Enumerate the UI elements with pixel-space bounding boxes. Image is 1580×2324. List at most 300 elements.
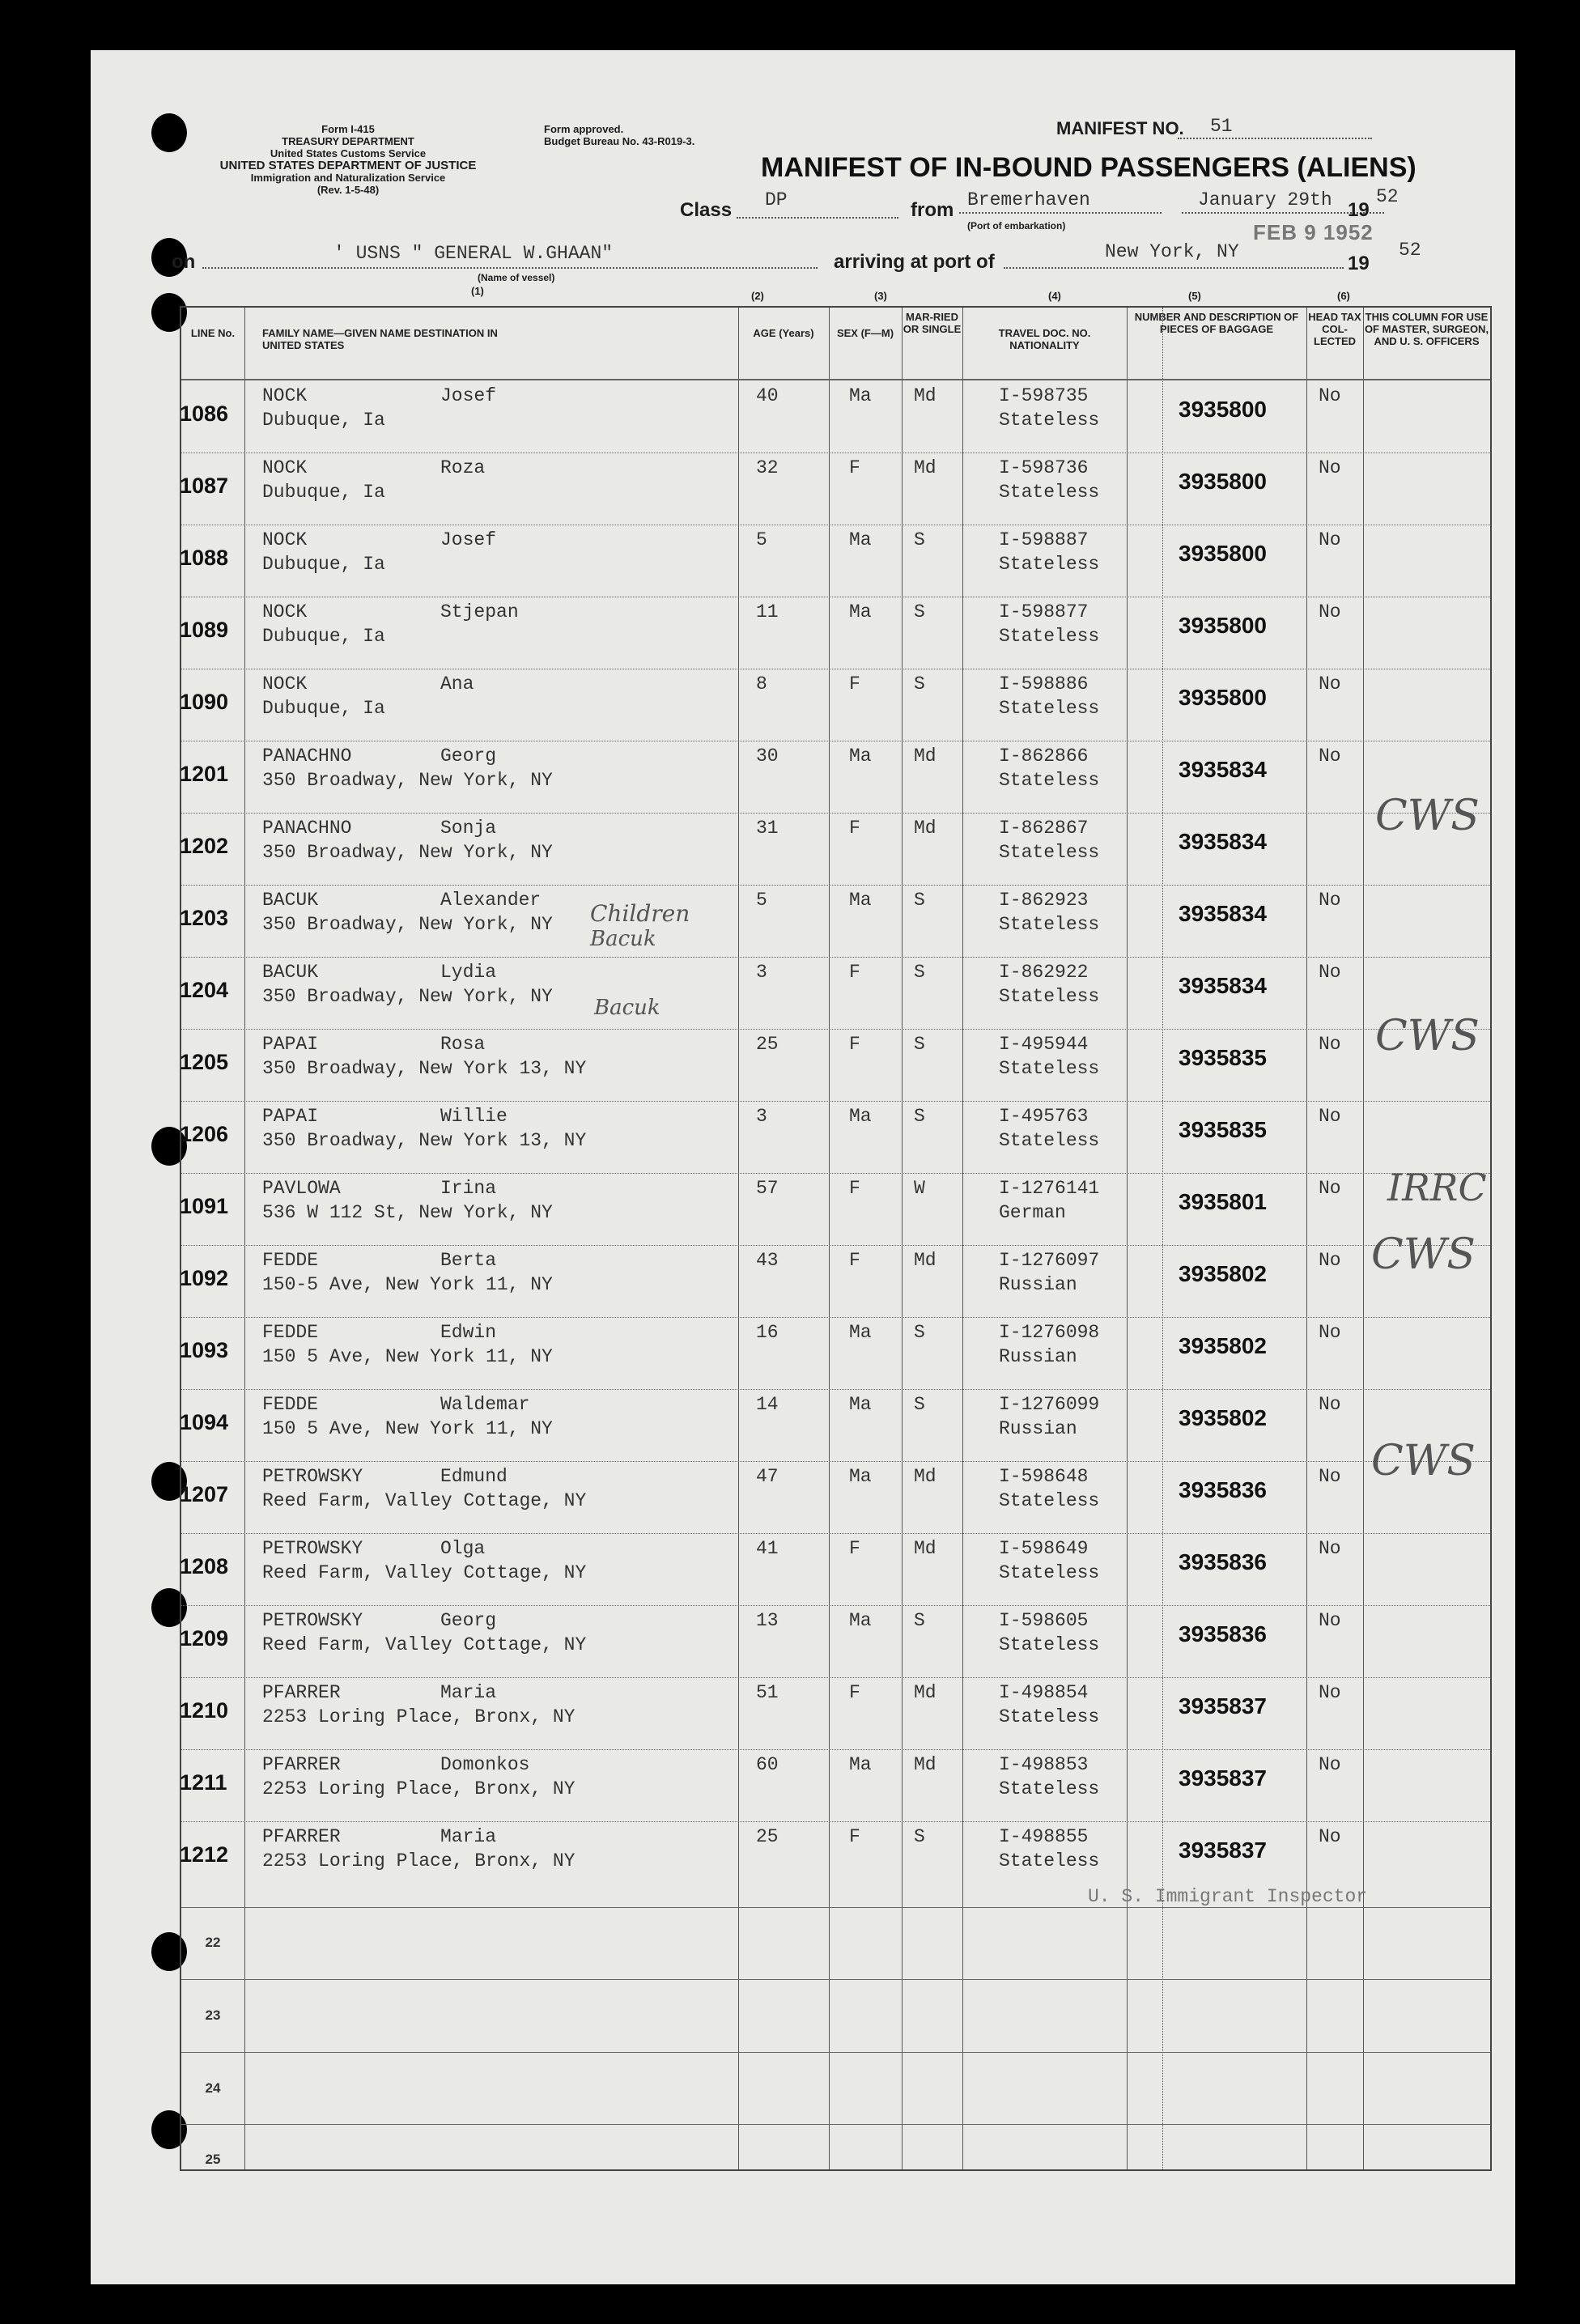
marital-status: S	[914, 962, 925, 983]
baggage-number: 3935835	[1179, 1117, 1268, 1142]
line-number: 1092	[180, 1266, 229, 1290]
marital-status: Md	[914, 1682, 937, 1703]
col-num-6: (6)	[1337, 290, 1350, 302]
destination: Reed Farm, Valley Cottage, NY	[262, 1634, 587, 1655]
head-tax: No	[1319, 601, 1341, 622]
nationality: Stateless	[999, 1562, 1100, 1583]
arriving-label: arriving at port of	[834, 251, 995, 273]
head-tax: No	[1319, 1034, 1341, 1055]
travel-doc-no: I-598605	[999, 1610, 1089, 1631]
baggage-number: 3935802	[1179, 1261, 1268, 1286]
table-row	[181, 380, 1490, 452]
nationality: Stateless	[999, 1778, 1100, 1799]
header-age: AGE (Years)	[753, 327, 814, 339]
table-row	[181, 452, 1490, 525]
age: 51	[756, 1682, 779, 1703]
marital-status: Md	[914, 818, 937, 839]
marital-status: S	[914, 601, 925, 622]
destination: 536 W 112 St, New York, NY	[262, 1202, 553, 1223]
table-row	[181, 813, 1490, 885]
age: 31	[756, 818, 779, 839]
annotation-cws: CWS	[1375, 1012, 1480, 1060]
baggage-number: 3935835	[1179, 1045, 1268, 1070]
table-row	[181, 1389, 1490, 1461]
header-sex: SEX (F—M)	[836, 327, 894, 339]
head-tax: No	[1319, 1322, 1341, 1343]
destination: Dubuque, Ia	[262, 410, 385, 431]
head-tax: No	[1319, 385, 1341, 406]
travel-doc-no: I-598887	[999, 529, 1089, 550]
table-row	[181, 957, 1490, 1029]
table-row	[181, 669, 1490, 741]
travel-doc-no: I-1276097	[999, 1250, 1100, 1271]
sex: F	[849, 1826, 860, 1847]
baggage-number: 3935834	[1179, 901, 1268, 926]
travel-doc-no: I-498854	[999, 1682, 1089, 1703]
destination: Dubuque, Ia	[262, 626, 385, 647]
head-tax: No	[1319, 1754, 1341, 1775]
table-row	[181, 1533, 1490, 1605]
form-revision: (Rev. 1-5-48)	[316, 184, 380, 196]
table-row	[181, 1677, 1490, 1749]
baggage-number: 3935836	[1179, 1549, 1268, 1574]
travel-doc-no: I-495763	[999, 1106, 1089, 1127]
family-name: PANACHNO	[262, 818, 352, 839]
arrival-date-stamp: FEB 9 1952	[1253, 220, 1374, 244]
age: 57	[756, 1178, 779, 1199]
col-num-2: (2)	[751, 290, 764, 302]
age: 13	[756, 1610, 779, 1631]
age: 11	[756, 601, 779, 622]
col-num-1: (1)	[471, 285, 484, 297]
destination: 2253 Loring Place, Bronx, NY	[262, 1778, 576, 1799]
table-row	[181, 1821, 1490, 1893]
family-name: PFARRER	[262, 1826, 341, 1847]
travel-doc-no: I-598648	[999, 1466, 1089, 1487]
age: 16	[756, 1322, 779, 1343]
vessel-note: (Name of vessel)	[478, 272, 555, 283]
sex: Ma	[849, 1394, 872, 1415]
marital-status: Md	[914, 1538, 937, 1559]
baggage-number: 3935836	[1179, 1621, 1268, 1646]
annotation-bacuk: Bacuk	[590, 927, 656, 951]
destination: Dubuque, Ia	[262, 554, 385, 575]
given-name: Berta	[440, 1250, 497, 1271]
port-of-embarkation: Bremerhaven	[967, 189, 1090, 210]
sex: F	[849, 1682, 860, 1703]
travel-doc-no: I-598735	[999, 385, 1089, 406]
family-name: PAVLOWA	[262, 1178, 341, 1199]
baggage-number: 3935834	[1179, 757, 1268, 782]
baggage-number: 3935837	[1179, 1693, 1268, 1719]
line-number: 1087	[180, 474, 229, 498]
sex: F	[849, 1250, 860, 1271]
table-row	[181, 885, 1490, 957]
marital-status: W	[914, 1178, 925, 1199]
from-label: from	[911, 199, 954, 221]
class-value: DP	[765, 189, 788, 210]
passenger-table	[180, 306, 1492, 2171]
destination: Dubuque, Ia	[262, 482, 385, 503]
nationality: Stateless	[999, 842, 1100, 863]
departure-date: January 29th	[1198, 189, 1332, 210]
customs-service: United States Customs Service	[270, 147, 427, 159]
empty-line-number: 24	[205, 2080, 221, 2096]
given-name: Olga	[440, 1538, 486, 1559]
line-number: 1204	[180, 978, 229, 1002]
nationality: Russian	[999, 1418, 1077, 1439]
arrival-year: 52	[1399, 240, 1421, 261]
empty-line-number: 22	[205, 1935, 221, 1950]
given-name: Domonkos	[440, 1754, 530, 1775]
sex: Ma	[849, 601, 872, 622]
form-number: Form I-415	[321, 123, 375, 135]
marital-status: Md	[914, 1754, 937, 1775]
dept-justice: UNITED STATES DEPARTMENT OF JUSTICE	[219, 159, 477, 172]
destination: 350 Broadway, New York, NY	[262, 770, 553, 791]
nationality: Stateless	[999, 554, 1100, 575]
travel-doc-no: I-495944	[999, 1034, 1089, 1055]
family-name: FEDDE	[262, 1394, 319, 1415]
given-name: Rosa	[440, 1034, 486, 1055]
baggage-number: 3935802	[1179, 1333, 1268, 1358]
baggage-number: 3935801	[1179, 1189, 1268, 1214]
travel-doc-no: I-862922	[999, 962, 1089, 983]
destination: 350 Broadway, New York, NY	[262, 914, 553, 935]
col-num-4: (4)	[1048, 290, 1061, 302]
year-prefix-2: 19	[1348, 253, 1370, 274]
given-name: Georg	[440, 1610, 497, 1631]
annotation-irrc: IRRC	[1387, 1166, 1487, 1209]
family-name: FEDDE	[262, 1250, 319, 1271]
vessel-name: ' USNS " GENERAL W.GHAAN"	[333, 243, 614, 264]
nationality: Stateless	[999, 626, 1100, 647]
line-number: 1202	[180, 834, 229, 858]
nationality: Stateless	[999, 1130, 1100, 1151]
sex: F	[849, 673, 860, 695]
travel-doc-no: I-498853	[999, 1754, 1089, 1775]
travel-doc-no: I-1276141	[999, 1178, 1100, 1199]
given-name: Josef	[440, 385, 497, 406]
nationality: Stateless	[999, 410, 1100, 431]
travel-doc-no: I-598877	[999, 601, 1089, 622]
marital-status: Md	[914, 1466, 937, 1487]
family-name: PETROWSKY	[262, 1538, 363, 1559]
baggage-number: 3935834	[1179, 829, 1268, 854]
line-number: 1208	[180, 1554, 229, 1578]
age: 3	[756, 1106, 767, 1127]
baggage-number: 3935800	[1179, 397, 1268, 422]
nationality: Stateless	[999, 1058, 1100, 1079]
given-name: Ana	[440, 673, 474, 695]
header-line: LINE No.	[190, 327, 236, 339]
given-name: Georg	[440, 746, 497, 767]
table-row	[181, 1173, 1490, 1245]
line-number: 1212	[180, 1842, 229, 1867]
family-name: BACUK	[262, 962, 319, 983]
marital-status: S	[914, 1610, 925, 1631]
travel-doc-no: I-598736	[999, 457, 1089, 478]
head-tax: No	[1319, 962, 1341, 983]
nationality: Russian	[999, 1346, 1077, 1367]
empty-line-number: 23	[205, 2007, 221, 2023]
table-row	[181, 1317, 1490, 1389]
marital-status: Md	[914, 1250, 937, 1271]
line-number: 1210	[180, 1698, 229, 1723]
table-row	[181, 1461, 1490, 1533]
head-tax: No	[1319, 1538, 1341, 1559]
baggage-number: 3935800	[1179, 469, 1268, 494]
age: 8	[756, 673, 767, 695]
col-num-5: (5)	[1188, 290, 1201, 302]
age: 3	[756, 962, 767, 983]
line-number: 1203	[180, 906, 229, 930]
given-name: Alexander	[440, 890, 542, 911]
marital-status: S	[914, 673, 925, 695]
travel-doc-no: I-1276099	[999, 1394, 1100, 1415]
destination: 150 5 Ave, New York 11, NY	[262, 1418, 553, 1439]
marital-status: S	[914, 1034, 925, 1055]
nationality: Stateless	[999, 770, 1100, 791]
nationality: Stateless	[999, 482, 1100, 503]
given-name: Josef	[440, 529, 497, 550]
sex: F	[849, 818, 860, 839]
given-name: Willie	[440, 1106, 508, 1127]
given-name: Roza	[440, 457, 486, 478]
header-travel-doc: TRAVEL DOC. NO. NATIONALITY	[998, 327, 1091, 351]
travel-doc-no: I-598649	[999, 1538, 1089, 1559]
destination: 350 Broadway, New York, NY	[262, 986, 553, 1007]
travel-doc-no: I-598886	[999, 673, 1089, 695]
family-name: PETROWSKY	[262, 1610, 363, 1631]
line-number: 1211	[180, 1770, 227, 1795]
marital-status: S	[914, 529, 925, 550]
destination: 150-5 Ave, New York 11, NY	[262, 1274, 553, 1295]
line-number: 1089	[180, 618, 229, 642]
baggage-number: 3935802	[1179, 1405, 1268, 1430]
age: 25	[756, 1034, 779, 1055]
age: 40	[756, 385, 779, 406]
line-number: 1094	[180, 1410, 229, 1434]
head-tax: No	[1319, 1178, 1341, 1199]
sex: Ma	[849, 1106, 872, 1127]
marital-status: Md	[914, 746, 937, 767]
marital-status: S	[914, 1394, 925, 1415]
nationality: Russian	[999, 1274, 1077, 1295]
travel-doc-no: I-862866	[999, 746, 1089, 767]
table-row	[181, 1245, 1490, 1317]
line-number: 1088	[180, 546, 229, 570]
head-tax: No	[1319, 746, 1341, 767]
line-number: 1201	[180, 762, 229, 786]
family-name: NOCK	[262, 457, 308, 478]
header-married: MAR-RIED OR SINGLE	[903, 311, 962, 335]
table-row	[181, 1101, 1490, 1173]
age: 32	[756, 457, 779, 478]
nationality: Stateless	[999, 1850, 1100, 1872]
nationality: Stateless	[999, 914, 1100, 935]
table-row	[181, 741, 1490, 813]
baggage-number: 3935836	[1179, 1477, 1268, 1502]
nationality: Stateless	[999, 1706, 1100, 1727]
age: 60	[756, 1754, 779, 1775]
head-tax: No	[1319, 1682, 1341, 1703]
destination: 350 Broadway, New York, NY	[262, 842, 553, 863]
annotation-bacuk: Bacuk	[594, 996, 660, 1020]
given-name: Maria	[440, 1826, 497, 1847]
sex: Ma	[849, 746, 872, 767]
baggage-number: 3935837	[1179, 1765, 1268, 1791]
sex: F	[849, 962, 860, 983]
given-name: Edwin	[440, 1322, 497, 1343]
age: 41	[756, 1538, 779, 1559]
sex: F	[849, 1034, 860, 1055]
line-number: 1206	[180, 1122, 229, 1146]
age: 47	[756, 1466, 779, 1487]
manifest-title: MANIFEST OF IN-BOUND PASSENGERS (ALIENS)	[761, 152, 1416, 183]
empty-line-number: 25	[205, 2152, 221, 2167]
sex: Ma	[849, 890, 872, 911]
baggage-number: 3935800	[1179, 541, 1268, 566]
header-head-tax: HEAD TAX COL-LECTED	[1308, 311, 1361, 347]
family-name: NOCK	[262, 529, 308, 550]
marital-status: Md	[914, 385, 937, 406]
given-name: Irina	[440, 1178, 497, 1199]
sex: Ma	[849, 1754, 872, 1775]
given-name: Maria	[440, 1682, 497, 1703]
annotation-children: Children	[590, 900, 690, 927]
col-num-3: (3)	[874, 290, 887, 302]
marital-status: Md	[914, 457, 937, 478]
given-name: Stjepan	[440, 601, 519, 622]
destination: 150 5 Ave, New York 11, NY	[262, 1346, 553, 1367]
family-name: PAPAI	[262, 1034, 319, 1055]
on-label: on	[172, 251, 196, 273]
given-name: Edmund	[440, 1466, 508, 1487]
table-row	[181, 1605, 1490, 1677]
given-name: Lydia	[440, 962, 497, 983]
arrival-port: New York, NY	[1105, 241, 1239, 262]
family-name: NOCK	[262, 673, 308, 695]
baggage-number: 3935837	[1179, 1838, 1268, 1863]
destination: 350 Broadway, New York 13, NY	[262, 1058, 587, 1079]
annotation-cws: CWS	[1371, 1230, 1476, 1279]
sex: Ma	[849, 1610, 872, 1631]
dept-treasury: TREASURY DEPARTMENT	[282, 135, 414, 147]
sex: F	[849, 1538, 860, 1559]
head-tax: No	[1319, 890, 1341, 911]
line-number: 1093	[180, 1338, 229, 1362]
destination: Dubuque, Ia	[262, 698, 385, 719]
departure-year: 52	[1376, 186, 1399, 207]
annotation-cws: CWS	[1371, 1437, 1476, 1485]
table-row	[181, 525, 1490, 597]
table-row	[181, 1029, 1490, 1101]
family-name: BACUK	[262, 890, 319, 911]
travel-doc-no: I-862923	[999, 890, 1089, 911]
head-tax: No	[1319, 1106, 1341, 1127]
form-approved: Form approved.	[544, 123, 624, 135]
age: 5	[756, 890, 767, 911]
year-prefix: 19	[1348, 199, 1370, 221]
head-tax: No	[1319, 1394, 1341, 1415]
family-name: FEDDE	[262, 1322, 319, 1343]
travel-doc-no: I-498855	[999, 1826, 1089, 1847]
family-name: PFARRER	[262, 1754, 341, 1775]
ins-service: Immigration and Naturalization Service	[250, 172, 446, 184]
header-officer-use: THIS COLUMN FOR USE OF MASTER, SURGEON, AND U. S. OFFICERS	[1364, 311, 1489, 347]
marital-status: S	[914, 890, 925, 911]
travel-doc-no: I-862867	[999, 818, 1089, 839]
line-number: 1090	[180, 690, 229, 714]
family-name: NOCK	[262, 601, 308, 622]
class-label: Class	[680, 199, 733, 221]
marital-status: S	[914, 1826, 925, 1847]
sex: Ma	[849, 1466, 872, 1487]
manifest-no-label: MANIFEST NO.	[1056, 118, 1184, 138]
head-tax: No	[1319, 1610, 1341, 1631]
baggage-number: 3935800	[1179, 613, 1268, 638]
manifest-no-value: 51	[1210, 116, 1233, 137]
head-tax: No	[1319, 1466, 1341, 1487]
family-name: NOCK	[262, 385, 308, 406]
line-number: 1091	[180, 1194, 229, 1218]
nationality: Stateless	[999, 986, 1100, 1007]
sex: Ma	[849, 385, 872, 406]
header-baggage: NUMBER AND DESCRIPTION OF PIECES OF BAGGAGE	[1134, 311, 1299, 335]
age: 43	[756, 1250, 779, 1271]
line-number: 1209	[180, 1626, 229, 1651]
annotation-cws: CWS	[1375, 792, 1480, 840]
line-number: 1205	[180, 1050, 229, 1074]
inspector-label: U. S. Immigrant Inspector	[1088, 1886, 1368, 1907]
form-agency-block	[162, 123, 534, 196]
age: 14	[756, 1394, 779, 1415]
destination: Reed Farm, Valley Cottage, NY	[262, 1490, 587, 1511]
nationality: German	[999, 1202, 1066, 1223]
head-tax: No	[1319, 673, 1341, 695]
family-name: PFARRER	[262, 1682, 341, 1703]
head-tax: No	[1319, 1250, 1341, 1271]
nationality: Stateless	[999, 1634, 1100, 1655]
sex: F	[849, 457, 860, 478]
line-number: 1207	[180, 1482, 229, 1506]
nationality: Stateless	[999, 1490, 1100, 1511]
destination: 2253 Loring Place, Bronx, NY	[262, 1706, 576, 1727]
age: 30	[756, 746, 779, 767]
head-tax: No	[1319, 529, 1341, 550]
baggage-number: 3935834	[1179, 973, 1268, 998]
family-name: PAPAI	[262, 1106, 319, 1127]
marital-status: S	[914, 1106, 925, 1127]
baggage-number: 3935800	[1179, 685, 1268, 710]
table-row	[181, 597, 1490, 669]
family-name: PANACHNO	[262, 746, 352, 767]
given-name: Waldemar	[440, 1394, 530, 1415]
nationality: Stateless	[999, 698, 1100, 719]
budget-bureau: Budget Bureau No. 43-R019-3.	[544, 135, 695, 147]
destination: Reed Farm, Valley Cottage, NY	[262, 1562, 587, 1583]
destination: 350 Broadway, New York 13, NY	[262, 1130, 587, 1151]
destination: 2253 Loring Place, Bronx, NY	[262, 1850, 576, 1872]
line-number: 1086	[180, 401, 229, 426]
head-tax: No	[1319, 1826, 1341, 1847]
sex: Ma	[849, 529, 872, 550]
family-name: PETROWSKY	[262, 1466, 363, 1487]
sex: F	[849, 1178, 860, 1199]
head-tax: No	[1319, 457, 1341, 478]
marital-status: S	[914, 1322, 925, 1343]
